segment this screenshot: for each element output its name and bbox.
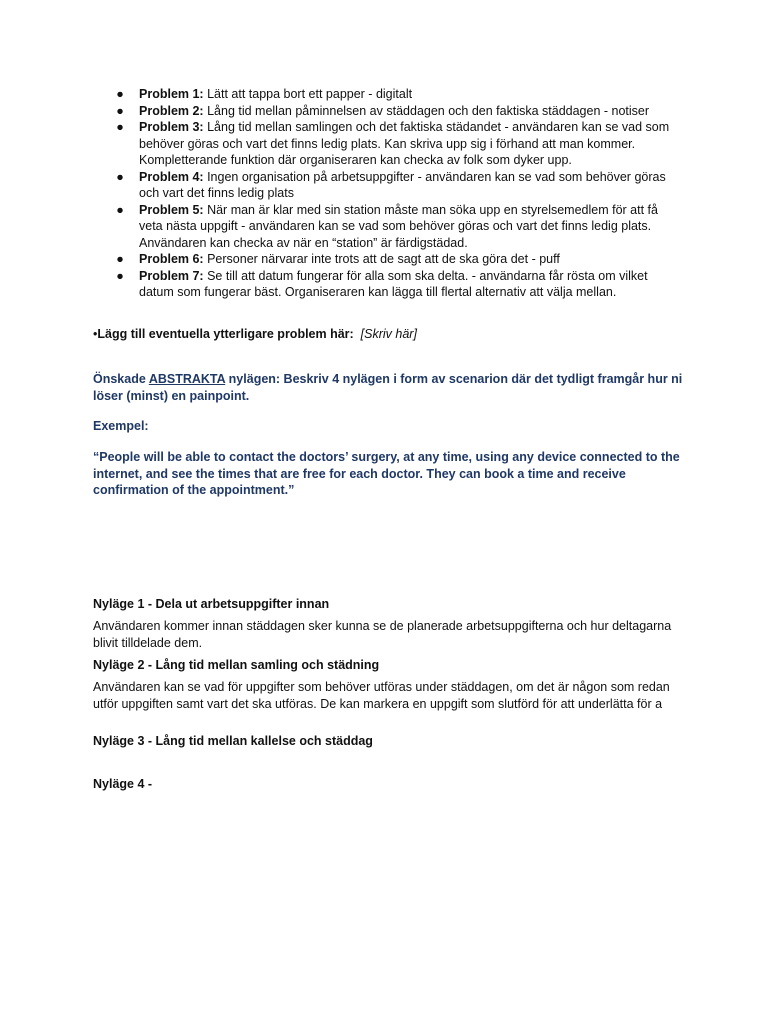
nylage-2-title: Nyläge 2 - Lång tid mellan samling och städning — [93, 658, 380, 672]
nylage-1-body: Användaren kommer innan städdagen sker kunna se de planerade arbetsuppgifterna och hur deltagarna blivit tilldelade dem. — [93, 619, 672, 650]
list-item — [113, 268, 683, 301]
nylage-3-title: Nyläge 3 - Lång tid mellan kallelse och städdag — [93, 734, 373, 748]
problem-text: Se till att datum fungerar för alla som ska delta. - användarna får rösta om vilket datum som fungerar bäst. Organiseraren kan lägga till flertal alternativ att välja mellan. — [139, 268, 648, 299]
problem-label: Problem 1: — [139, 87, 204, 101]
problem-list — [113, 86, 683, 301]
instructions-text-end: nylägen: Beskriv 4 nylägen i form av scenarion där det tydligt framgår hur ni löser (minst) en painpoint. — [93, 372, 683, 403]
problem-label: Problem 3: — [139, 120, 204, 134]
problem-text: Ingen organisation på arbetsuppgifter - användaren kan se vad som behöver göras och vart det finns ledig plats — [139, 169, 666, 200]
problem-label: Problem 2: — [139, 103, 204, 118]
problem-text: När man är klar med sin station måste man söka upp en styrelsemedlem för att få veta nästa uppgift - användaren kan se vad som behöver göras och vart det finns ledig plats. Användaren kan checka av när en “station” är färdigstädad. — [139, 202, 658, 250]
nylage-2-body: Användaren kan se vad för uppgifter som behöver utföras under städdagen, om det är någon som redan utför uppgiften samt vart det ska utföras. De kan markera en uppgift som slutförd för att underlätta för a — [93, 680, 670, 711]
bullet-icon: ● — [116, 103, 124, 118]
instructions-text-start: Önskade — [93, 372, 149, 386]
instructions-paragraph — [93, 371, 683, 404]
problem-text: Personer närvarar inte trots att de sagt att de ska göra det - puff — [203, 252, 560, 266]
list-item — [113, 251, 683, 268]
bullet-icon: ● — [116, 268, 124, 283]
problem-text: Lång tid mellan påminnelsen av städdagen och den faktiska städdagen - notiser — [203, 103, 650, 118]
problem-label: Problem 6: — [139, 252, 204, 266]
list-item — [113, 119, 683, 169]
problem-label: Problem 4: — [139, 169, 204, 184]
example-heading: Exempel: — [93, 419, 149, 433]
list-item — [113, 103, 683, 120]
problem-text: Lätt att tappa bort ett papper - digitalt — [203, 87, 413, 101]
bullet-icon: • — [93, 327, 98, 341]
bullet-icon: ● — [116, 202, 124, 217]
example-quote: “People will be able to contact the doctors’ surgery, at any time, using any device connected to the internet, and see the times that are free for each doctor. They can book a time and receive confirmation of the appointment.” — [93, 450, 680, 497]
list-item — [113, 202, 683, 252]
problem-label: Problem 5: — [139, 202, 204, 217]
problem-text: Lång tid mellan samlingen och det faktiska städandet - användaren kan se vad som behöver göras och vart det finns ledig plats. Kan skriva upp sig i förhand att man kommer. Kompletterande funktion där organiseraren kan checka av folk som dyker upp. — [139, 120, 670, 167]
bullet-icon: ● — [116, 87, 124, 101]
nylage-4-title: Nyläge 4 - — [93, 777, 153, 791]
list-item — [113, 169, 683, 202]
list-item — [113, 86, 683, 103]
instructions-emphasis: ABSTRAKTA — [148, 372, 226, 386]
bullet-icon: ● — [116, 120, 124, 134]
additional-problems-label: Lägg till eventuella ytterligare problem här: — [97, 327, 354, 341]
additional-problems-line — [93, 326, 417, 342]
problem-label: Problem 7: — [139, 268, 204, 283]
placeholder-text[interactable]: [Skriv här] — [360, 327, 417, 341]
bullet-icon: ● — [116, 169, 124, 184]
nylage-1-title: Nyläge 1 - Dela ut arbetsuppgifter innan — [93, 597, 330, 611]
bullet-icon: ● — [116, 252, 124, 266]
